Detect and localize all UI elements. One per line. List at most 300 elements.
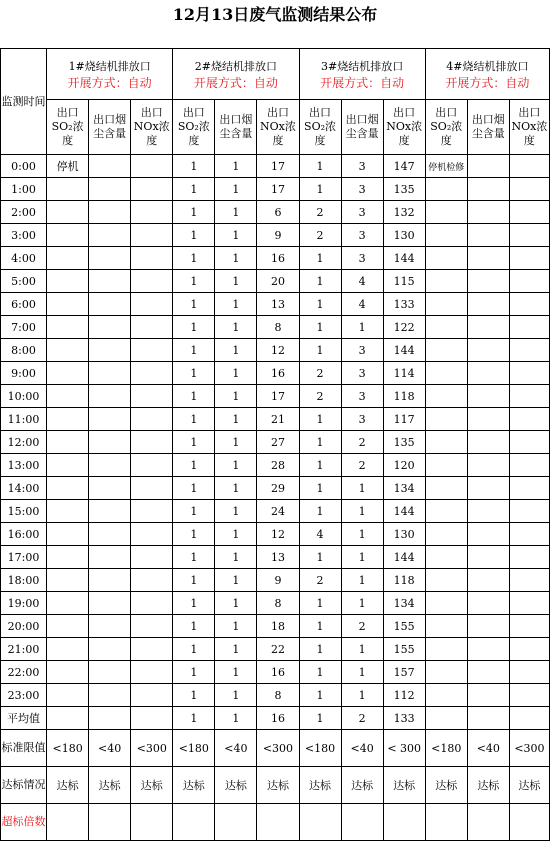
value-cell: 停机检修 [425,155,467,178]
value-cell [467,804,509,841]
value-cell: 144 [383,500,425,523]
value-cell: 1 [173,638,215,661]
value-cell: 155 [383,615,425,638]
value-cell: 134 [383,592,425,615]
exceed-row [1,804,550,841]
value-cell [89,362,131,385]
time-cell: 20:00 [1,615,47,638]
value-cell: 1 [215,684,257,707]
value-cell [257,804,299,841]
value-cell [89,592,131,615]
value-cell [467,454,509,477]
value-cell [509,546,549,569]
value-cell: 117 [383,408,425,431]
value-cell [47,362,89,385]
time-cell: 3:00 [1,224,47,247]
value-cell: 1 [173,201,215,224]
value-cell: 1 [215,178,257,201]
value-cell [89,408,131,431]
time-cell: 19:00 [1,592,47,615]
value-cell [467,661,509,684]
table-row [1,155,550,178]
value-cell [131,546,173,569]
table-row [1,431,550,454]
value-cell [425,592,467,615]
column-header: 出口烟尘含量 [215,100,257,155]
value-cell [467,270,509,293]
time-cell: 16:00 [1,523,47,546]
value-cell: 1 [341,546,383,569]
value-cell [467,201,509,224]
value-cell [425,804,467,841]
value-cell [509,224,549,247]
value-cell: 1 [215,454,257,477]
value-cell [467,569,509,592]
value-cell: 1 [215,155,257,178]
standard-row [1,730,550,767]
value-cell [425,684,467,707]
value-cell: 1 [215,339,257,362]
value-cell [425,661,467,684]
table-row [1,638,550,661]
value-cell: 1 [215,523,257,546]
value-cell [467,339,509,362]
table-row [1,707,550,730]
value-cell [47,804,89,841]
value-cell: 1 [173,569,215,592]
value-cell [131,155,173,178]
value-cell: 9 [257,224,299,247]
value-cell [467,178,509,201]
table-row [1,339,550,362]
value-cell: 21 [257,408,299,431]
table-row [1,569,550,592]
value-cell [47,293,89,316]
value-cell: 8 [257,592,299,615]
value-cell: 6 [257,201,299,224]
value-cell [89,247,131,270]
value-cell: 1 [173,316,215,339]
emission-table [0,48,550,841]
value-cell: 1 [299,684,341,707]
value-cell [467,431,509,454]
value-cell [425,316,467,339]
value-cell [89,385,131,408]
value-cell: 1 [215,385,257,408]
value-cell: 1 [215,201,257,224]
outlet-1-header [47,49,173,100]
time-cell: 9:00 [1,362,47,385]
value-cell [131,477,173,500]
value-cell [47,546,89,569]
value-cell: 1 [341,638,383,661]
value-cell: 12 [257,339,299,362]
value-cell: 达标 [173,767,215,804]
value-cell [89,431,131,454]
value-cell: <300 [509,730,549,767]
time-cell: 10:00 [1,385,47,408]
value-cell [89,707,131,730]
time-cell: 14:00 [1,477,47,500]
value-cell: 达标 [131,767,173,804]
value-cell: 1 [299,615,341,638]
value-cell [425,178,467,201]
column-header: 出口烟尘含量 [89,100,131,155]
value-cell: 17 [257,385,299,408]
value-cell: 1 [215,615,257,638]
outlet-mode: 开展方式：自动 [320,75,405,90]
value-cell: 1 [173,408,215,431]
value-cell: 4 [341,293,383,316]
value-cell [425,431,467,454]
value-cell: 1 [215,362,257,385]
value-cell: 20 [257,270,299,293]
value-cell: 1 [173,339,215,362]
table-row [1,201,550,224]
exceed-row-label: 超标倍数 [1,804,47,841]
value-cell [509,431,549,454]
value-cell [509,615,549,638]
value-cell [89,569,131,592]
value-cell [131,293,173,316]
value-cell: 132 [383,201,425,224]
table-row [1,408,550,431]
value-cell: 达标 [299,767,341,804]
value-cell [131,224,173,247]
value-cell [509,523,549,546]
value-cell [425,247,467,270]
value-cell: 1 [341,523,383,546]
value-cell: 2 [341,707,383,730]
outlet-name: 3#烧结机排放口 [321,59,404,73]
value-cell [467,477,509,500]
value-cell [467,385,509,408]
column-header: 出口SO₂浓度 [425,100,467,155]
table-row [1,316,550,339]
value-cell: 112 [383,684,425,707]
value-cell: 1 [173,454,215,477]
value-cell [509,201,549,224]
value-cell [89,684,131,707]
value-cell: <40 [215,730,257,767]
value-cell [131,804,173,841]
value-cell: 1 [341,569,383,592]
value-cell: 135 [383,178,425,201]
value-cell [47,684,89,707]
value-cell [131,270,173,293]
value-cell: 停机 [47,155,89,178]
outlet-name: 4#烧结机排放口 [446,59,529,73]
value-cell: 3 [341,178,383,201]
value-cell [131,707,173,730]
value-cell: 1 [173,615,215,638]
value-cell: 1 [173,523,215,546]
time-cell: 7:00 [1,316,47,339]
achievement-row-label: 达标情况 [1,767,47,804]
value-cell [425,408,467,431]
value-cell: 114 [383,362,425,385]
value-cell: 2 [341,431,383,454]
outlet-mode: 开展方式：自动 [67,75,152,90]
value-cell [89,454,131,477]
value-cell: 达标 [425,767,467,804]
value-cell: 1 [299,638,341,661]
value-cell [47,454,89,477]
time-cell: 21:00 [1,638,47,661]
column-header: 出口SO₂浓度 [173,100,215,155]
value-cell [425,638,467,661]
value-cell: 1 [299,661,341,684]
value-cell: 1 [299,408,341,431]
value-cell [131,684,173,707]
value-cell [425,454,467,477]
value-cell [425,385,467,408]
value-cell: 1 [299,431,341,454]
value-cell: 16 [257,247,299,270]
value-cell: < 300 [383,730,425,767]
value-cell: 18 [257,615,299,638]
value-cell: 3 [341,201,383,224]
time-cell: 22:00 [1,661,47,684]
value-cell [89,201,131,224]
value-cell [425,362,467,385]
value-cell: 1 [173,293,215,316]
value-cell [89,546,131,569]
outlet-4-header [425,49,549,100]
time-cell: 1:00 [1,178,47,201]
column-header: 出口NOx浓度 [257,100,299,155]
value-cell [47,431,89,454]
value-cell: 17 [257,155,299,178]
value-cell [509,804,549,841]
value-cell [425,224,467,247]
value-cell: 8 [257,684,299,707]
time-column-header: 监测时间 [1,49,47,155]
value-cell [509,684,549,707]
value-cell [425,270,467,293]
value-cell: 1 [299,707,341,730]
value-cell: <180 [173,730,215,767]
value-cell: 29 [257,477,299,500]
value-cell [89,293,131,316]
value-cell: 1 [173,385,215,408]
outlet-3-header [299,49,425,100]
time-cell: 0:00 [1,155,47,178]
value-cell [425,615,467,638]
value-cell [47,569,89,592]
value-cell [131,247,173,270]
value-cell [47,339,89,362]
value-cell [47,385,89,408]
value-cell: 1 [341,592,383,615]
value-cell [467,247,509,270]
value-cell [89,523,131,546]
value-cell: 1 [215,408,257,431]
value-cell: 16 [257,362,299,385]
value-cell: 118 [383,385,425,408]
outlet-name: 2#烧结机排放口 [194,59,277,73]
value-cell: 13 [257,546,299,569]
value-cell: 1 [341,661,383,684]
value-cell [89,638,131,661]
value-cell: 133 [383,707,425,730]
value-cell [509,270,549,293]
value-cell [425,201,467,224]
value-cell: 1 [341,316,383,339]
value-cell [131,569,173,592]
value-cell: 16 [257,707,299,730]
value-cell [467,615,509,638]
value-cell: 22 [257,638,299,661]
value-cell [215,804,257,841]
time-cell: 12:00 [1,431,47,454]
value-cell [47,523,89,546]
value-cell [47,224,89,247]
value-cell: 122 [383,316,425,339]
value-cell: 1 [299,500,341,523]
value-cell: 1 [299,270,341,293]
value-cell: 1 [341,477,383,500]
time-cell: 2:00 [1,201,47,224]
value-cell [131,201,173,224]
value-cell: <40 [467,730,509,767]
value-cell: 1 [173,178,215,201]
achievement-row [1,767,550,804]
value-cell [131,316,173,339]
value-cell [425,569,467,592]
value-cell [467,408,509,431]
value-cell [47,592,89,615]
column-header: 出口NOx浓度 [383,100,425,155]
value-cell: 2 [299,224,341,247]
value-cell [509,362,549,385]
value-cell: 2 [299,385,341,408]
table-row [1,477,550,500]
value-cell [425,707,467,730]
outlet-header-row [1,49,550,100]
value-cell [467,500,509,523]
value-cell: 3 [341,224,383,247]
time-cell: 6:00 [1,293,47,316]
value-cell [383,804,425,841]
table-row [1,661,550,684]
value-cell: 1 [173,500,215,523]
value-cell: 1 [173,684,215,707]
time-cell: 23:00 [1,684,47,707]
value-cell: 1 [215,546,257,569]
value-cell: 130 [383,224,425,247]
value-cell [131,638,173,661]
value-cell [131,178,173,201]
value-cell: 1 [299,155,341,178]
value-cell: 17 [257,178,299,201]
value-cell: 达标 [257,767,299,804]
value-cell [47,247,89,270]
value-cell [131,615,173,638]
table-row [1,615,550,638]
value-cell [467,684,509,707]
value-cell: 1 [215,500,257,523]
sub-header-row [1,100,550,155]
value-cell [47,408,89,431]
value-cell [509,178,549,201]
value-cell: 3 [341,408,383,431]
value-cell: 1 [215,477,257,500]
value-cell [425,339,467,362]
value-cell: 3 [341,339,383,362]
value-cell [509,592,549,615]
value-cell: 1 [173,661,215,684]
value-cell [89,477,131,500]
value-cell [89,155,131,178]
value-cell [47,270,89,293]
value-cell [89,500,131,523]
outlet-mode: 开展方式：自动 [445,75,530,90]
value-cell: 1 [299,454,341,477]
time-cell: 13:00 [1,454,47,477]
column-header: 出口烟尘含量 [341,100,383,155]
value-cell [89,615,131,638]
value-cell: 2 [299,569,341,592]
outlet-2-header [173,49,299,100]
value-cell: 1 [341,500,383,523]
value-cell [131,362,173,385]
value-cell: 达标 [383,767,425,804]
value-cell [425,293,467,316]
value-cell [509,454,549,477]
value-cell [467,224,509,247]
value-cell: 3 [341,247,383,270]
value-cell: 1 [173,431,215,454]
value-cell: 2 [341,615,383,638]
value-cell: 135 [383,431,425,454]
value-cell: 1 [215,247,257,270]
time-cell: 5:00 [1,270,47,293]
value-cell: 144 [383,247,425,270]
value-cell: <40 [341,730,383,767]
value-cell: 4 [299,523,341,546]
table-row [1,684,550,707]
value-cell [509,500,549,523]
value-cell: 1 [173,247,215,270]
value-cell: 1 [173,224,215,247]
table-row [1,270,550,293]
value-cell: 1 [173,362,215,385]
value-cell: 16 [257,661,299,684]
value-cell: 134 [383,477,425,500]
table-row [1,454,550,477]
value-cell [89,804,131,841]
value-cell [131,408,173,431]
value-cell: 1 [299,178,341,201]
value-cell: 115 [383,270,425,293]
value-cell [89,339,131,362]
value-cell: 28 [257,454,299,477]
value-cell: 27 [257,431,299,454]
value-cell [425,523,467,546]
value-cell: 1 [173,546,215,569]
value-cell [467,638,509,661]
value-cell [47,638,89,661]
value-cell: 118 [383,569,425,592]
table-row [1,592,550,615]
value-cell: 1 [299,247,341,270]
value-cell: 1 [173,477,215,500]
time-cell: 平均值 [1,707,47,730]
value-cell [509,316,549,339]
table-row [1,178,550,201]
value-cell [131,661,173,684]
